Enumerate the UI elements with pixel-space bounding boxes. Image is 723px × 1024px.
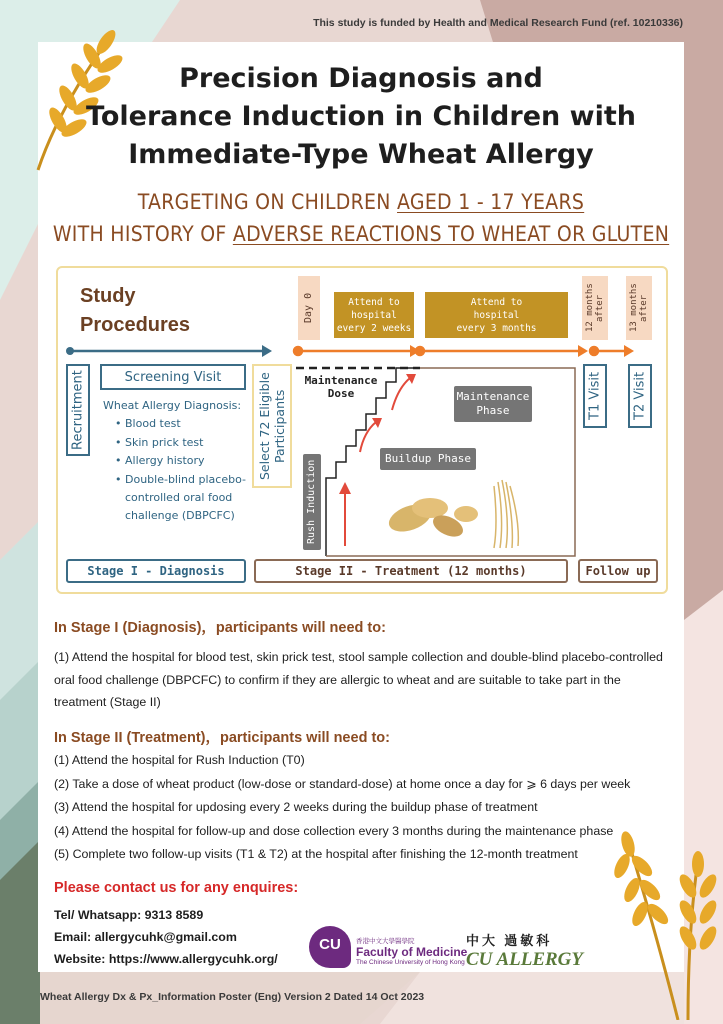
diagnosis-timeline-arrow <box>66 345 272 357</box>
fm-subtitle: The Chinese University of Hong Kong <box>356 959 465 966</box>
diagnosis-list <box>103 397 253 526</box>
funding-note: This study is funded by Health and Medical Research Fund (ref. 10210336) <box>313 17 683 29</box>
diagnosis-item: • Skin prick test <box>115 434 253 452</box>
attend-2weeks-line-1: Attend to <box>348 296 400 308</box>
cu-medicine-logo: CU <box>309 926 351 968</box>
footer-version: Wheat Allergy Dx & Px_Information Poster (Eng) Version 2 Dated 14 Oct 2023 <box>40 991 425 1003</box>
screening-visit-label: Screening Visit <box>100 364 246 390</box>
maintenance-phase-line-1: Maintenance <box>456 390 530 403</box>
stage2-item: (5) Complete two follow-up visits (T1 & T2) at the hospital after finishing the 12-month treatment <box>54 847 578 862</box>
fm-name: Faculty of Medicine <box>356 945 468 959</box>
target-line-2-prefix: WITH HISTORY OF <box>52 222 233 246</box>
title-line-2: Tolerance Induction in Children with <box>86 101 636 132</box>
target-age: AGED 1 - 17 YEARS <box>397 190 585 214</box>
12months-line-2: after <box>595 294 605 322</box>
13months-line-1: 13 months <box>629 283 639 333</box>
12months-line-1: 12 months <box>585 283 595 333</box>
contact-email[interactable]: Email: allergycuhk@gmail.com <box>54 930 237 944</box>
contact-website[interactable]: Website: https://www.allergycuhk.org/ <box>54 952 278 966</box>
target-history: ADVERSE REACTIONS TO WHEAT OR GLUTEN <box>232 222 670 246</box>
cu-allergy-logo <box>466 930 583 971</box>
attend-3months-line-2: hospital <box>473 309 520 321</box>
t1-visit-label: T1 Visit <box>583 364 607 428</box>
attend-3months-line-3: every 3 months <box>456 322 537 334</box>
cu-allergy-chinese: 中大 過敏科 <box>466 933 553 948</box>
rush-induction-label: Rush Induction <box>303 454 321 550</box>
stage1-heading: In Stage I (Diagnosis)，participants will need to: <box>54 620 386 636</box>
maintenance-dose-label <box>300 374 382 400</box>
select-participants-line-2: Participants <box>272 389 287 463</box>
target-line-1-prefix: TARGETING ON CHILDREN <box>137 190 398 214</box>
diagnosis-items <box>103 415 253 525</box>
diagnosis-item: • Double-blind placebo-controlled oral food challenge (DBPCFC) <box>115 471 253 526</box>
title-line-1: Precision Diagnosis and <box>179 63 543 94</box>
pasta-illustration <box>385 480 518 548</box>
stage2-item: (2) Take a dose of wheat product (low-dose or standard-dose) at home once a day for ⩾ 6 days per week <box>54 776 631 791</box>
stage2-heading: In Stage II (Treatment)，participants will need to: <box>54 730 390 746</box>
stage2-item: (4) Attend the hospital for follow-up and dose collection every 3 months during the maintenance phase <box>54 823 614 838</box>
stage1-text: (1) Attend the hospital for blood test, skin prick test, stool sample collection and double-blind placebo-controlled oral food challenge (DBPCFC) to confirm if they are allergic to wheat and are suitable to take part in the treatment (Stage II) <box>54 650 663 709</box>
diagnosis-title: Wheat Allergy Diagnosis: <box>103 399 242 412</box>
study-procedures-line-1: Study <box>80 285 136 307</box>
maintenance-dose-line-1: Maintenance <box>304 374 378 387</box>
contact-heading: Please contact us for any enquires: <box>54 880 299 896</box>
faculty-of-medicine-logo <box>356 936 467 966</box>
t2-visit-label: T2 Visit <box>628 364 652 428</box>
maintenance-dose-line-2: Dose <box>327 387 355 400</box>
diagnosis-item: • Blood test <box>115 415 253 433</box>
select-participants-line-1: Select 72 Eligible <box>257 372 272 480</box>
day0-label: Day 0 <box>298 276 320 340</box>
attend-2weeks-line-2: hospital <box>351 309 397 321</box>
buildup-phase-label: Buildup Phase <box>380 448 476 470</box>
13months-line-2: after <box>639 294 649 322</box>
attend-3months-line-1: Attend to <box>470 296 523 308</box>
maintenance-phase-label <box>454 386 532 422</box>
treatment-timeline-arrow <box>294 345 634 357</box>
stage2-label: Stage II - Treatment (12 months) <box>254 559 568 583</box>
stage2-item: (3) Attend the hospital for updosing every 2 weeks during the buildup phase of treatment <box>54 800 538 815</box>
title-line-3: Immediate-Type Wheat Allergy <box>128 139 594 170</box>
followup-label: Follow up <box>578 559 658 583</box>
select-participants-label <box>252 364 292 488</box>
attend-2weeks-line-3: every 2 weeks <box>336 322 412 334</box>
fm-chinese-name: 香港中文大學醫學院 <box>356 938 415 945</box>
study-procedures-line-2: Procedures <box>80 314 191 336</box>
diagnosis-item: • Allergy history <box>115 452 253 470</box>
contact-phone: Tel/ Whatsapp: 9313 8589 <box>54 908 204 922</box>
rush-arrow <box>339 482 351 546</box>
cu-allergy-english: CU ALLERGY <box>466 949 583 970</box>
maintenance-phase-line-2: Phase <box>476 404 510 417</box>
stage2-list <box>54 749 674 867</box>
stage1-label: Stage I - Diagnosis <box>66 559 246 583</box>
recruitment-label: Recruitment <box>66 364 90 456</box>
stage2-item: (1) Attend the hospital for Rush Induction (T0) <box>54 753 305 767</box>
